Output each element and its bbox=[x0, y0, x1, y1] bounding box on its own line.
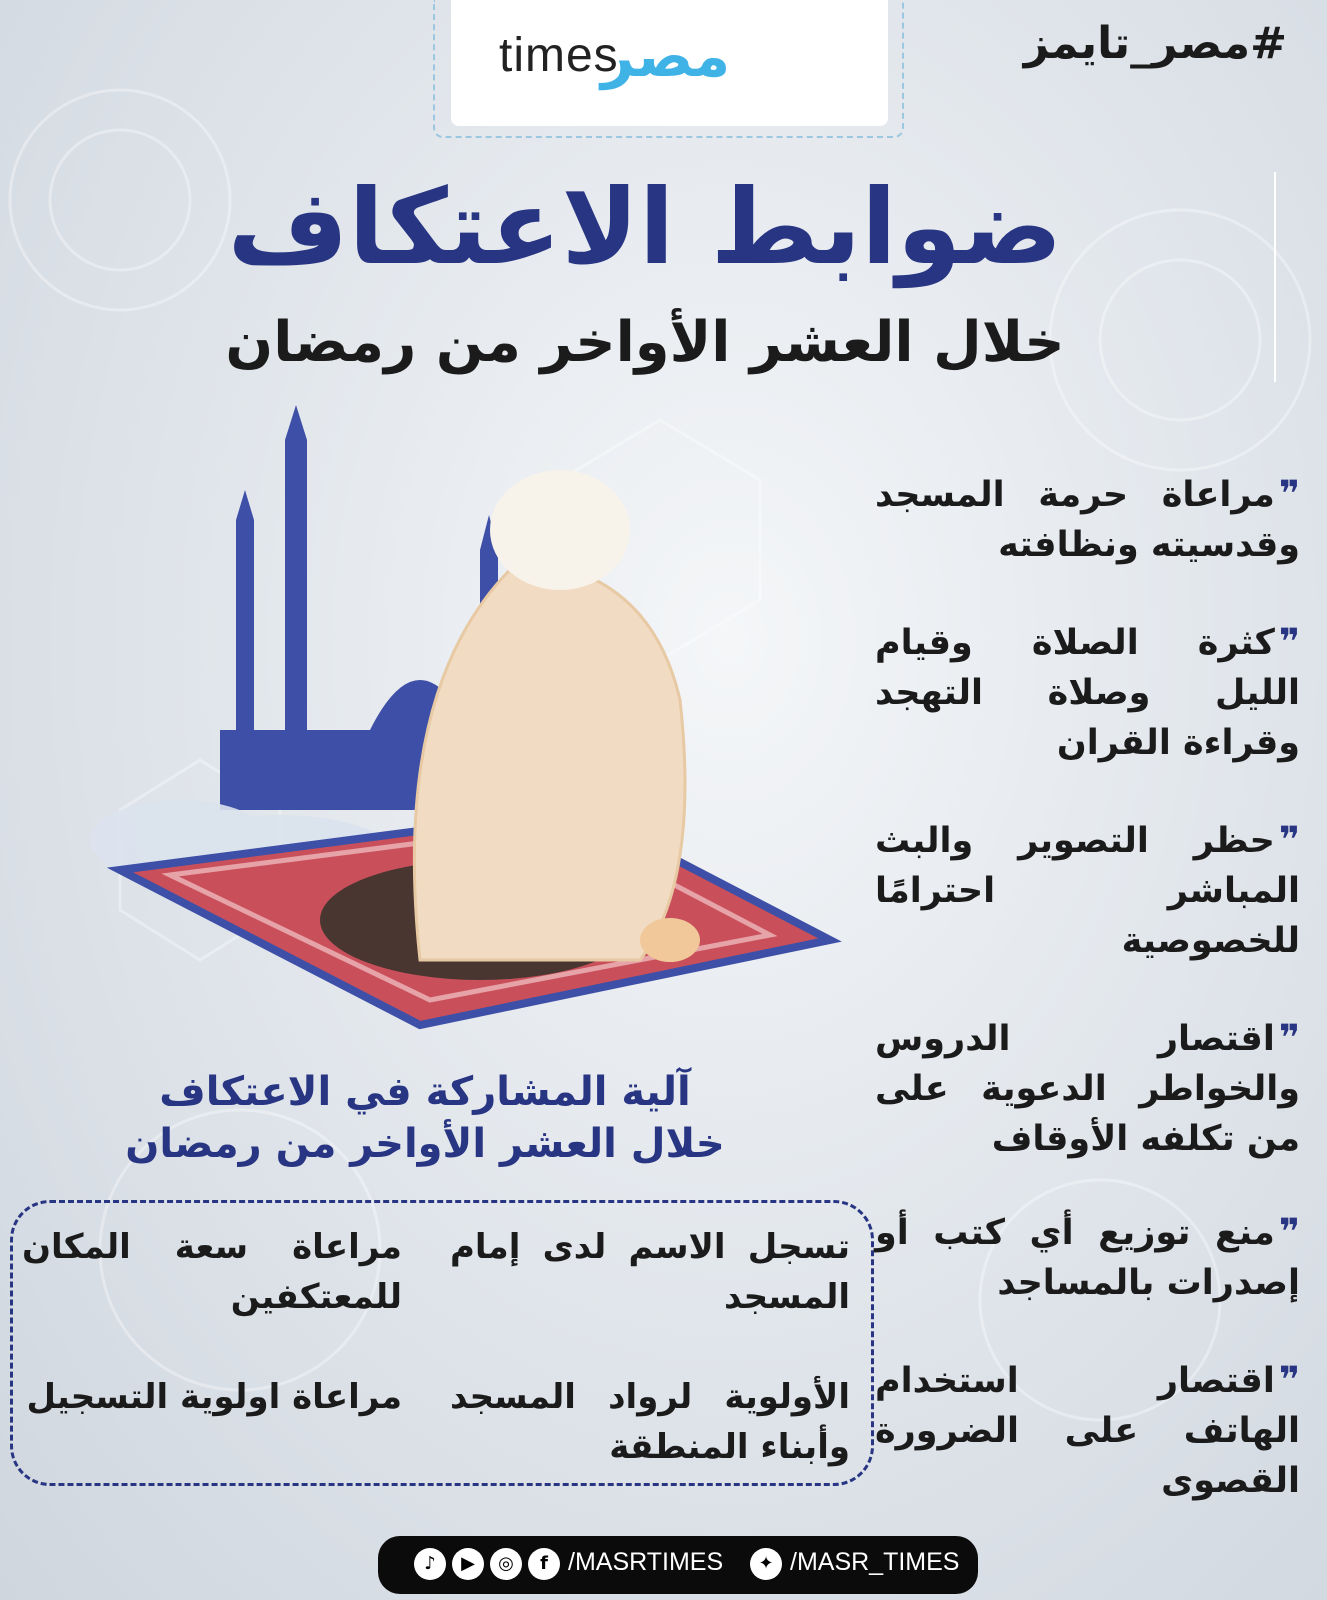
rule-item: ❞مراعاة حرمة المسجد وقدسيته ونظافته bbox=[875, 474, 1300, 565]
quote-icon: ❞ bbox=[1278, 622, 1300, 663]
quote-icon: ❞ bbox=[1278, 1018, 1300, 1059]
social-handle-right[interactable]: /MASR_TIMES bbox=[790, 1548, 960, 1576]
rule-item: ❞كثرة الصلاة وقيام الليل وصلاة التهجد وقراءة القران bbox=[875, 622, 1300, 763]
participation-item: مراعاة سعة المكان للمعتكفين bbox=[22, 1227, 402, 1317]
hashtag: #مصر_تايمز bbox=[1023, 18, 1287, 69]
page-title: ضوابط الاعتكاف bbox=[227, 166, 1063, 288]
quote-icon: ❞ bbox=[1278, 1212, 1300, 1253]
rule-item: ❞اقتصار استخدام الهاتف على الضرورة القصوى bbox=[875, 1360, 1300, 1501]
tiktok-icon[interactable]: ♪ bbox=[414, 1548, 446, 1580]
twitter-icon[interactable]: ✦ bbox=[750, 1548, 782, 1580]
divider-line bbox=[1274, 172, 1276, 382]
rule-item: ❞اقتصار الدروس والخواطر الدعوية على من تكلفه الأوقاف bbox=[875, 1018, 1300, 1159]
brand-logo bbox=[451, 0, 888, 126]
instagram-icon[interactable]: ◎ bbox=[490, 1548, 522, 1580]
social-footer bbox=[378, 1536, 978, 1594]
logo-arabic-text: مصر bbox=[601, 22, 731, 90]
rule-item: ❞منع توزيع أي كتب أو إصدرات بالمساجد bbox=[875, 1212, 1300, 1303]
rule-item: ❞حظر التصوير والبث المباشر احترامًا للخصوصية bbox=[875, 820, 1300, 961]
participation-item: مراعاة اولوية التسجيل bbox=[26, 1377, 402, 1417]
participation-item: الأولوية لرواد المسجد وأبناء المنطقة bbox=[450, 1377, 850, 1467]
youtube-icon[interactable]: ▶ bbox=[452, 1548, 484, 1580]
quote-icon: ❞ bbox=[1278, 820, 1300, 861]
page-subtitle: خلال العشر الأواخر من رمضان bbox=[225, 310, 1065, 375]
participation-title-line2: خلال العشر الأواخر من رمضان bbox=[125, 1121, 725, 1167]
participation-title bbox=[120, 1066, 730, 1170]
logo-times-text: times bbox=[499, 29, 619, 82]
quote-icon: ❞ bbox=[1278, 474, 1300, 515]
participation-item: تسجل الاسم لدى إمام المسجد bbox=[450, 1227, 850, 1317]
social-handle-left[interactable]: /MASRTIMES bbox=[568, 1548, 724, 1576]
praying-man-illustration bbox=[60, 400, 860, 1060]
participation-title-line1: آلية المشاركة في الاعتكاف bbox=[159, 1069, 691, 1115]
facebook-icon[interactable]: f bbox=[528, 1548, 560, 1580]
quote-icon: ❞ bbox=[1278, 1360, 1300, 1401]
